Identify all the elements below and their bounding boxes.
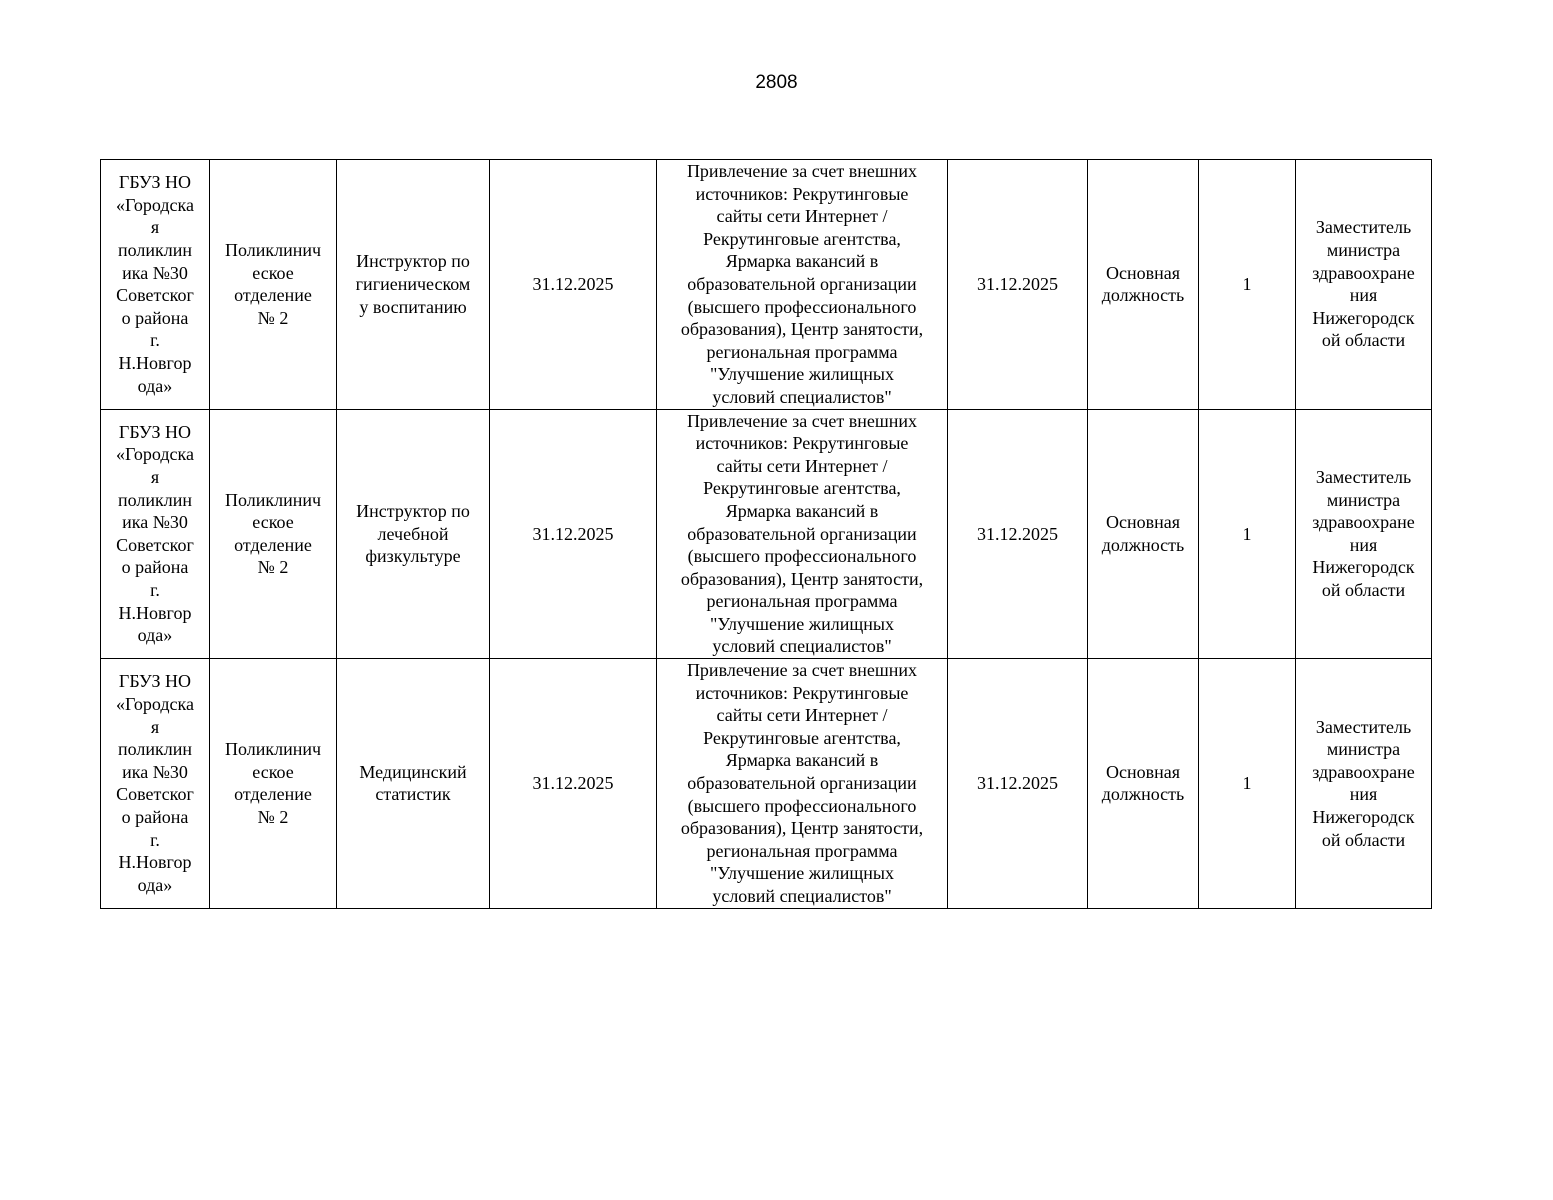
count-cell: 1 bbox=[1199, 409, 1296, 659]
date-cell: 31.12.2025 bbox=[948, 409, 1088, 659]
position-type-cell: Основная должность bbox=[1088, 659, 1199, 909]
organization-cell: ГБУЗ НО «Городска я поликлин ика №30 Советског о района г. Н.Новгор ода» bbox=[101, 659, 210, 909]
vacancy-table bbox=[100, 159, 1432, 909]
organization-cell: ГБУЗ НО «Городска я поликлин ика №30 Советског о района г. Н.Новгор ода» bbox=[101, 160, 210, 410]
source-cell: Привлечение за счет внешних источников: Рекрутинговые сайты сети Интернет / Рекрутинговые агентства, Ярмарка вакансий в образовательной организации (высшего профессионального образования), Центр занятости, региональная программа "Улучшение жилищных условий специалистов" bbox=[657, 409, 948, 659]
page-number: 2808 bbox=[755, 72, 798, 93]
position-cell: Инструктор по гигиеническом у воспитанию bbox=[337, 160, 490, 410]
responsible-cell: Заместитель министра здравоохране ния Нижегородск ой области bbox=[1296, 409, 1432, 659]
position-type-cell: Основная должность bbox=[1088, 409, 1199, 659]
department-cell: Поликлинич еское отделение № 2 bbox=[210, 409, 337, 659]
date-cell: 31.12.2025 bbox=[490, 160, 657, 410]
position-cell: Медицинский статистик bbox=[337, 659, 490, 909]
count-cell: 1 bbox=[1199, 160, 1296, 410]
date-cell: 31.12.2025 bbox=[948, 659, 1088, 909]
count-cell: 1 bbox=[1199, 659, 1296, 909]
source-cell: Привлечение за счет внешних источников: Рекрутинговые сайты сети Интернет / Рекрутинговые агентства, Ярмарка вакансий в образовательной организации (высшего профессионального образования), Центр занятости, региональная программа "Улучшение жилищных условий специалистов" bbox=[657, 160, 948, 410]
table-row bbox=[101, 659, 1432, 909]
department-cell: Поликлинич еское отделение № 2 bbox=[210, 659, 337, 909]
table-row bbox=[101, 409, 1432, 659]
position-type-cell: Основная должность bbox=[1088, 160, 1199, 410]
date-cell: 31.12.2025 bbox=[948, 160, 1088, 410]
date-cell: 31.12.2025 bbox=[490, 659, 657, 909]
responsible-cell: Заместитель министра здравоохране ния Нижегородск ой области bbox=[1296, 160, 1432, 410]
position-cell: Инструктор по лечебной физкультуре bbox=[337, 409, 490, 659]
table-row bbox=[101, 160, 1432, 410]
responsible-cell: Заместитель министра здравоохране ния Нижегородск ой области bbox=[1296, 659, 1432, 909]
organization-cell: ГБУЗ НО «Городска я поликлин ика №30 Советског о района г. Н.Новгор ода» bbox=[101, 409, 210, 659]
source-cell: Привлечение за счет внешних источников: Рекрутинговые сайты сети Интернет / Рекрутинговые агентства, Ярмарка вакансий в образовательной организации (высшего профессионального образования), Центр занятости, региональная программа "Улучшение жилищных условий специалистов" bbox=[657, 659, 948, 909]
department-cell: Поликлинич еское отделение № 2 bbox=[210, 160, 337, 410]
date-cell: 31.12.2025 bbox=[490, 409, 657, 659]
